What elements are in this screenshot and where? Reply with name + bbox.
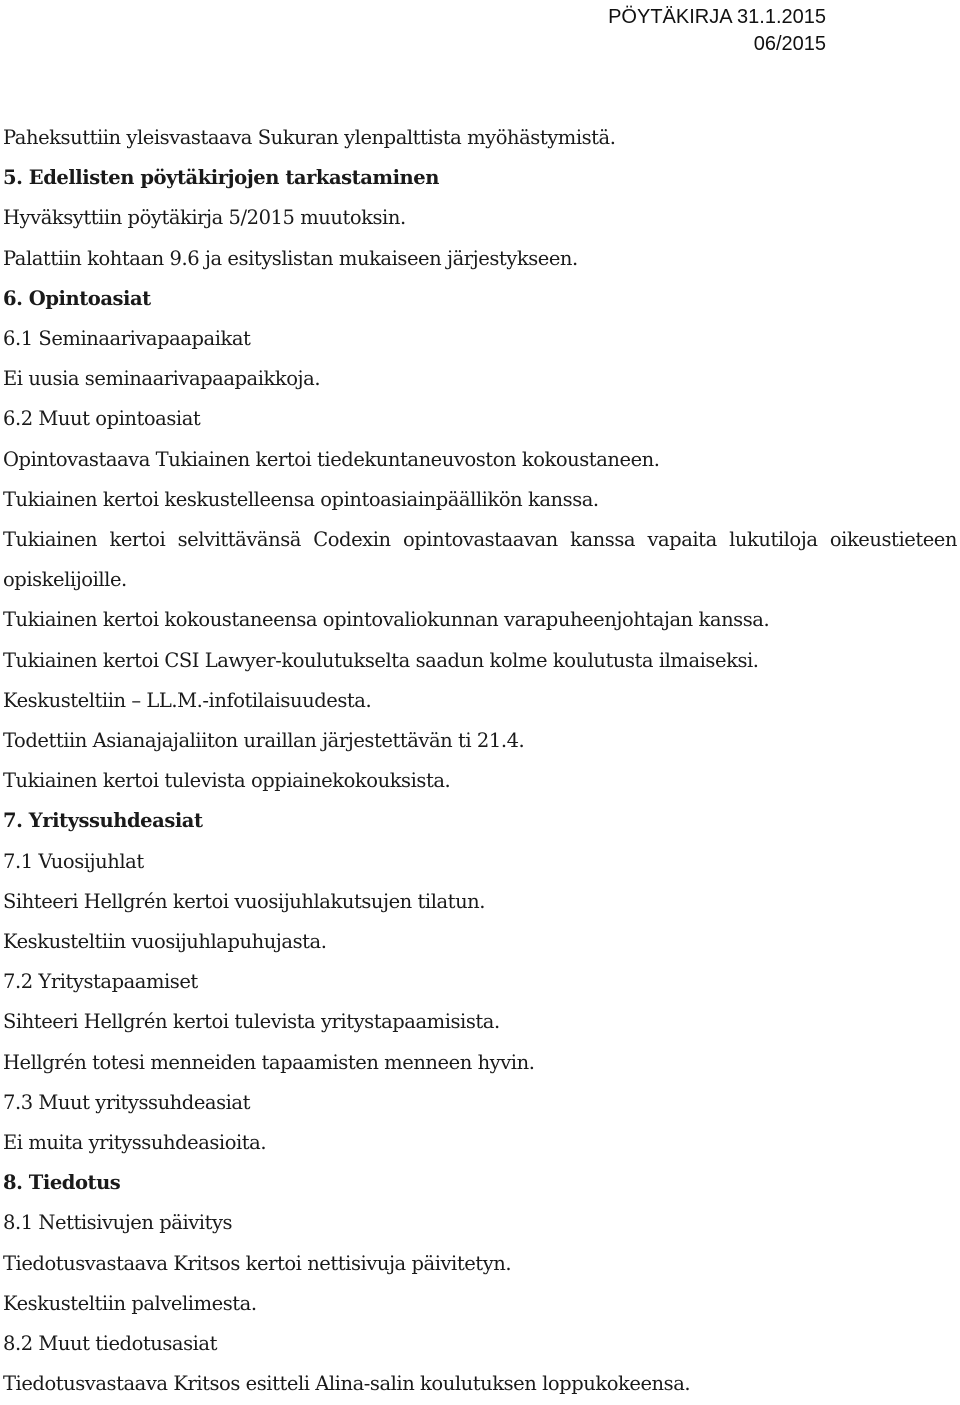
paragraph-line: 7.3 Muut yrityssuhdeasiat [3, 1090, 250, 1114]
paragraph-line: Tukiainen kertoi tulevista oppiainekokouksista. [3, 769, 451, 793]
paragraph-line: Palattiin kohtaan 9.6 ja esityslistan mukaiseen järjestykseen. [3, 246, 578, 270]
paragraph-line: 6.2 Muut opintoasiat [3, 407, 201, 431]
paragraph-line: 8.2 Muut tiedotusasiat [3, 1332, 217, 1356]
paragraph-line: Tiedotusvastaava Kritsos esitteli Alina-salin koulutuksen loppukokeensa. [3, 1372, 691, 1396]
paragraph-line: 7.1 Vuosijuhlat [3, 849, 144, 873]
section-heading: 6. Opintoasiat [3, 286, 151, 310]
paragraph-line: Hyväksyttiin pöytäkirja 5/2015 muutoksin. [3, 206, 406, 230]
document-number: 06/2015 [753, 33, 826, 55]
paragraph-line: Todettiin Asianajajaliiton uraillan järjestettävän ti 21.4. [3, 729, 525, 753]
paragraph-line: Hellgrén totesi menneiden tapaamisten menneen hyvin. [3, 1050, 535, 1074]
paragraph-line: Keskusteltiin palvelimesta. [3, 1291, 257, 1315]
paragraph-line: 6.1 Seminaarivapaapaikat [3, 327, 251, 351]
minutes-body [3, 118, 957, 1405]
paragraph-line: Tukiainen kertoi kokoustaneensa opintovaliokunnan varapuheenjohtajan kanssa. [3, 608, 770, 632]
paragraph-line: Sihteeri Hellgrén kertoi vuosijuhlakutsujen tilatun. [3, 889, 486, 913]
paragraph-line: Tukiainen kertoi keskustelleensa opintoasiainpäällikön kanssa. [3, 487, 599, 511]
section-heading: 5. Edellisten pöytäkirjojen tarkastaminen [3, 166, 439, 190]
paragraph-line: Keskusteltiin vuosijuhlapuhujasta. [3, 930, 327, 954]
paragraph-line: Tukiainen kertoi CSI Lawyer-koulutukselta saadun kolme koulutusta ilmaiseksi. [3, 648, 759, 672]
section-heading: 8. Tiedotus [3, 1171, 121, 1195]
paragraph-line: Sihteeri Hellgrén kertoi tulevista yritystapaamisista. [3, 1010, 500, 1034]
section-heading: 7. Yrityssuhdeasiat [3, 809, 203, 833]
page-header [608, 4, 826, 58]
paragraph-line: Opintovastaava Tukiainen kertoi tiedekuntaneuvoston kokoustaneen. [3, 447, 660, 471]
paragraph-line: 7.2 Yritystapaamiset [3, 970, 198, 994]
paragraph-line: Ei uusia seminaarivapaapaikkoja. [3, 367, 321, 391]
paragraph-line: Tukiainen kertoi selvittävänsä Codexin opintovastaavan kanssa vapaita lukutiloja oikeustieteen [3, 528, 957, 552]
paragraph-line: Ei muita yrityssuhdeasioita. [3, 1131, 267, 1155]
document-title: PÖYTÄKIRJA 31.1.2015 [608, 6, 826, 28]
paragraph-line: Paheksuttiin yleisvastaava Sukuran ylenpalttista myöhästymistä. [3, 126, 616, 149]
paragraph-line: 8.1 Nettisivujen päivitys [3, 1211, 233, 1235]
paragraph-line: opiskelijoille. [3, 568, 127, 592]
paragraph-line: Keskusteltiin – LL.M.-infotilaisuudesta. [3, 688, 372, 712]
paragraph-line: Tiedotusvastaava Kritsos kertoi nettisivuja päivitetyn. [3, 1251, 512, 1275]
